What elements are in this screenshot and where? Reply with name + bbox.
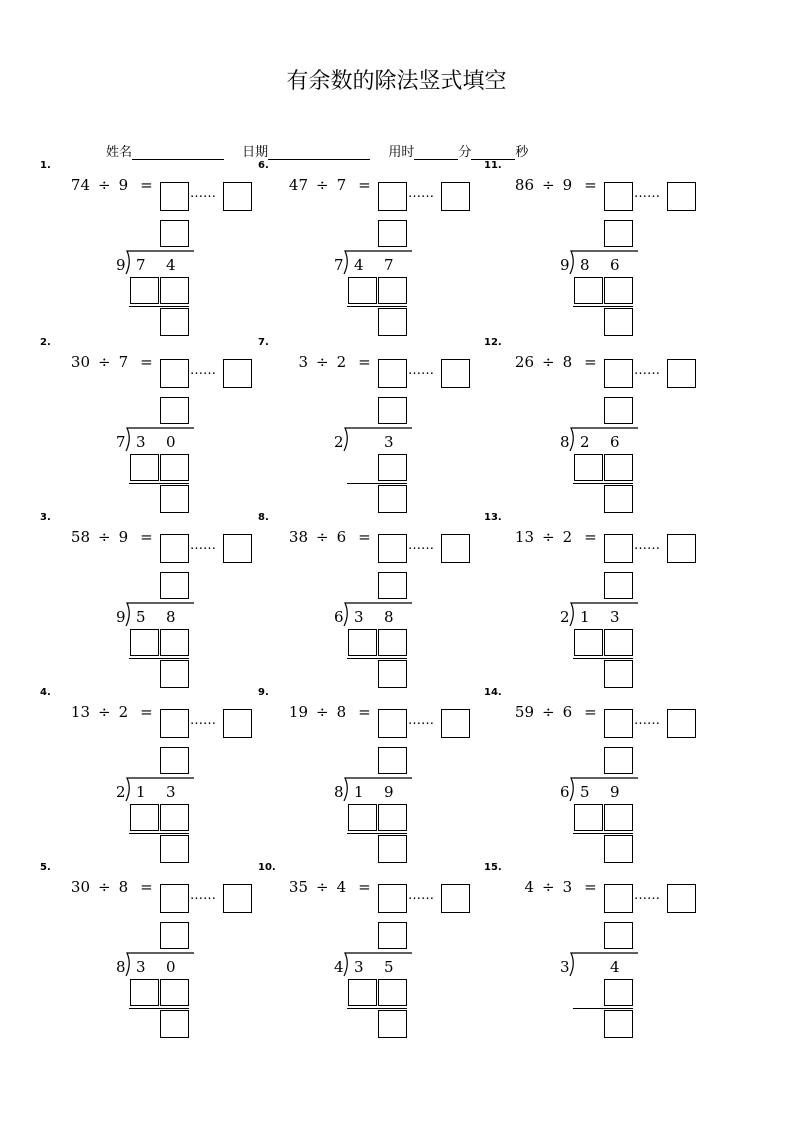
remainder-dots: …… bbox=[408, 888, 434, 903]
product-ones-box[interactable] bbox=[378, 277, 407, 304]
remainder-result-box[interactable] bbox=[604, 835, 633, 863]
remainder-dots: …… bbox=[408, 186, 434, 201]
remainder-dots: …… bbox=[634, 186, 660, 201]
problem-number: 9. bbox=[258, 687, 269, 698]
remainder-box[interactable] bbox=[667, 359, 696, 388]
equals-sign: = bbox=[358, 878, 371, 896]
product-ones-box[interactable] bbox=[160, 454, 189, 481]
product-ones-box[interactable] bbox=[604, 804, 633, 831]
equation-dividend: 38 bbox=[288, 528, 308, 546]
equals-sign: = bbox=[140, 353, 153, 371]
divide-sign: ÷ bbox=[316, 703, 329, 721]
problem-9 bbox=[258, 687, 488, 857]
dividend-tens-digit: 8 bbox=[580, 256, 590, 274]
product-tens-box[interactable] bbox=[130, 629, 159, 656]
problem-number: 10. bbox=[258, 862, 276, 873]
subtraction-line bbox=[573, 306, 633, 307]
product-tens-box[interactable] bbox=[574, 454, 603, 481]
equals-sign: = bbox=[140, 878, 153, 896]
equation-dividend: 26 bbox=[514, 353, 534, 371]
vertical-quotient-box[interactable] bbox=[160, 397, 189, 424]
product-ones-box[interactable] bbox=[160, 277, 189, 304]
vertical-quotient-box[interactable] bbox=[604, 747, 633, 774]
product-ones-box[interactable] bbox=[378, 629, 407, 656]
dividend-ones-digit: 6 bbox=[610, 256, 620, 274]
product-ones-box[interactable] bbox=[160, 629, 189, 656]
subtraction-line bbox=[347, 483, 407, 484]
product-tens-box[interactable] bbox=[574, 804, 603, 831]
remainder-result-box[interactable] bbox=[604, 308, 633, 336]
vertical-quotient-box[interactable] bbox=[160, 572, 189, 599]
problem-6 bbox=[258, 160, 488, 330]
equation-dividend: 13 bbox=[70, 703, 90, 721]
equals-sign: = bbox=[140, 528, 153, 546]
divide-sign: ÷ bbox=[98, 703, 111, 721]
dividend-ones-digit: 8 bbox=[166, 608, 176, 626]
quotient-box[interactable] bbox=[604, 709, 633, 738]
quotient-box[interactable] bbox=[604, 534, 633, 563]
dividend-ones-digit: 5 bbox=[384, 958, 394, 976]
subtraction-line bbox=[347, 658, 407, 659]
remainder-result-box[interactable] bbox=[604, 485, 633, 513]
name-label: 姓名 bbox=[106, 145, 133, 160]
remainder-result-box[interactable] bbox=[378, 485, 407, 513]
vertical-quotient-box[interactable] bbox=[160, 220, 189, 247]
equation-dividend: 74 bbox=[70, 176, 90, 194]
equals-sign: = bbox=[140, 703, 153, 721]
remainder-box[interactable] bbox=[223, 884, 252, 913]
division-bracket bbox=[568, 427, 640, 453]
equation bbox=[64, 353, 153, 371]
remainder-dots: …… bbox=[634, 713, 660, 728]
remainder-dots: …… bbox=[634, 888, 660, 903]
remainder-dots: …… bbox=[190, 538, 216, 553]
vertical-quotient-box[interactable] bbox=[604, 922, 633, 949]
minutes-field[interactable] bbox=[414, 145, 458, 160]
equation bbox=[508, 878, 597, 896]
quotient-box[interactable] bbox=[160, 534, 189, 563]
division-bracket bbox=[342, 777, 414, 803]
remainder-dots: …… bbox=[190, 186, 216, 201]
remainder-result-box[interactable] bbox=[160, 835, 189, 863]
equation bbox=[508, 176, 597, 194]
remainder-dots: …… bbox=[408, 363, 434, 378]
dividend-tens-digit: 3 bbox=[136, 433, 146, 451]
dividend-ones-digit: 4 bbox=[166, 256, 176, 274]
vertical-divisor: 8 bbox=[334, 783, 344, 801]
vertical-divisor: 9 bbox=[116, 608, 126, 626]
dividend-tens-digit: 1 bbox=[136, 783, 146, 801]
equals-sign: = bbox=[358, 353, 371, 371]
problem-2 bbox=[40, 337, 270, 507]
equation bbox=[64, 878, 153, 896]
problem-12 bbox=[484, 337, 714, 507]
divide-sign: ÷ bbox=[316, 176, 329, 194]
subtraction-line bbox=[347, 1008, 407, 1009]
name-field[interactable] bbox=[132, 145, 224, 160]
problem-number: 11. bbox=[484, 160, 502, 171]
division-bracket bbox=[342, 952, 414, 978]
vertical-divisor: 2 bbox=[334, 433, 344, 451]
subtraction-line bbox=[347, 306, 407, 307]
time-label: 用时 bbox=[388, 145, 415, 160]
subtraction-line bbox=[573, 483, 633, 484]
vertical-divisor: 4 bbox=[334, 958, 344, 976]
quotient-box[interactable] bbox=[378, 182, 407, 211]
division-bracket bbox=[124, 952, 196, 978]
remainder-result-box[interactable] bbox=[604, 660, 633, 688]
divide-sign: ÷ bbox=[316, 353, 329, 371]
vertical-divisor: 2 bbox=[116, 783, 126, 801]
problem-4 bbox=[40, 687, 270, 857]
equation-divisor: 2 bbox=[118, 703, 129, 721]
division-bracket bbox=[568, 777, 640, 803]
subtraction-line bbox=[129, 658, 189, 659]
product-ones-box[interactable] bbox=[160, 979, 189, 1006]
equation bbox=[282, 353, 371, 371]
student-info-row bbox=[106, 141, 528, 160]
quotient-box[interactable] bbox=[604, 182, 633, 211]
equation bbox=[508, 528, 597, 546]
problem-number: 15. bbox=[484, 862, 502, 873]
dividend-ones-digit: 3 bbox=[166, 783, 176, 801]
vertical-divisor: 7 bbox=[334, 256, 344, 274]
equation bbox=[282, 176, 371, 194]
remainder-dots: …… bbox=[190, 363, 216, 378]
subtraction-line bbox=[347, 833, 407, 834]
division-bracket bbox=[124, 250, 196, 276]
dividend-ones-digit: 0 bbox=[166, 958, 176, 976]
quotient-box[interactable] bbox=[160, 359, 189, 388]
dividend-ones-digit: 9 bbox=[384, 783, 394, 801]
remainder-box[interactable] bbox=[223, 359, 252, 388]
equation-dividend: 30 bbox=[70, 353, 90, 371]
division-bracket bbox=[568, 952, 640, 978]
dividend-ones-digit: 3 bbox=[610, 608, 620, 626]
equation bbox=[282, 703, 371, 721]
vertical-quotient-box[interactable] bbox=[378, 922, 407, 949]
product-ones-box[interactable] bbox=[604, 629, 633, 656]
divide-sign: ÷ bbox=[316, 878, 329, 896]
equation-divisor: 9 bbox=[118, 528, 129, 546]
date-label: 日期 bbox=[242, 145, 269, 160]
vertical-quotient-box[interactable] bbox=[378, 572, 407, 599]
dividend-ones-digit: 7 bbox=[384, 256, 394, 274]
equation-dividend: 13 bbox=[514, 528, 534, 546]
vertical-quotient-box[interactable] bbox=[378, 220, 407, 247]
divide-sign: ÷ bbox=[542, 528, 555, 546]
equation-divisor: 8 bbox=[336, 703, 347, 721]
product-ones-box[interactable] bbox=[378, 454, 407, 481]
problem-number: 7. bbox=[258, 337, 269, 348]
seconds-field[interactable] bbox=[471, 145, 515, 160]
divide-sign: ÷ bbox=[542, 353, 555, 371]
subtraction-line bbox=[129, 833, 189, 834]
vertical-divisor: 6 bbox=[334, 608, 344, 626]
vertical-divisor: 7 bbox=[116, 433, 126, 451]
product-ones-box[interactable] bbox=[378, 804, 407, 831]
subtraction-line bbox=[573, 658, 633, 659]
problem-3 bbox=[40, 512, 270, 682]
equation bbox=[64, 528, 153, 546]
divide-sign: ÷ bbox=[316, 528, 329, 546]
divide-sign: ÷ bbox=[98, 176, 111, 194]
vertical-quotient-box[interactable] bbox=[378, 747, 407, 774]
problem-number: 13. bbox=[484, 512, 502, 523]
divide-sign: ÷ bbox=[542, 176, 555, 194]
remainder-result-box[interactable] bbox=[160, 308, 189, 336]
problem-1 bbox=[40, 160, 270, 330]
problem-7 bbox=[258, 337, 488, 507]
product-ones-box[interactable] bbox=[378, 979, 407, 1006]
dividend-tens-digit: 1 bbox=[354, 783, 364, 801]
dividend-tens-digit: 7 bbox=[136, 256, 146, 274]
problem-number: 14. bbox=[484, 687, 502, 698]
equation-dividend: 3 bbox=[298, 353, 308, 371]
dividend-ones-digit: 0 bbox=[166, 433, 176, 451]
quotient-box[interactable] bbox=[378, 359, 407, 388]
problem-8 bbox=[258, 512, 488, 682]
date-field[interactable] bbox=[268, 145, 370, 160]
remainder-result-box[interactable] bbox=[604, 1010, 633, 1038]
subtraction-line bbox=[129, 1008, 189, 1009]
remainder-box[interactable] bbox=[667, 534, 696, 563]
dividend-tens-digit: 5 bbox=[136, 608, 146, 626]
product-tens-box[interactable] bbox=[348, 979, 377, 1006]
equation-dividend: 35 bbox=[288, 878, 308, 896]
equation-divisor: 9 bbox=[118, 176, 129, 194]
vertical-quotient-box[interactable] bbox=[160, 747, 189, 774]
remainder-box[interactable] bbox=[223, 182, 252, 211]
subtraction-line bbox=[129, 306, 189, 307]
equals-sign: = bbox=[584, 353, 597, 371]
vertical-quotient-box[interactable] bbox=[604, 397, 633, 424]
product-tens-box[interactable] bbox=[348, 277, 377, 304]
remainder-box[interactable] bbox=[667, 884, 696, 913]
equation-dividend: 19 bbox=[288, 703, 308, 721]
remainder-dots: …… bbox=[190, 713, 216, 728]
product-tens-box[interactable] bbox=[574, 629, 603, 656]
product-tens-box[interactable] bbox=[130, 277, 159, 304]
product-ones-box[interactable] bbox=[604, 454, 633, 481]
remainder-result-box[interactable] bbox=[378, 1010, 407, 1038]
problem-14 bbox=[484, 687, 714, 857]
product-tens-box[interactable] bbox=[574, 277, 603, 304]
equals-sign: = bbox=[140, 176, 153, 194]
problem-15 bbox=[484, 862, 714, 1032]
vertical-quotient-box[interactable] bbox=[378, 397, 407, 424]
equals-sign: = bbox=[584, 703, 597, 721]
division-bracket bbox=[124, 777, 196, 803]
dividend-ones-digit: 9 bbox=[610, 783, 620, 801]
problem-number: 3. bbox=[40, 512, 51, 523]
divide-sign: ÷ bbox=[542, 878, 555, 896]
problem-5 bbox=[40, 862, 270, 1032]
product-ones-box[interactable] bbox=[604, 979, 633, 1006]
vertical-quotient-box[interactable] bbox=[160, 922, 189, 949]
remainder-dots: …… bbox=[190, 888, 216, 903]
remainder-result-box[interactable] bbox=[378, 660, 407, 688]
remainder-result-box[interactable] bbox=[160, 660, 189, 688]
subtraction-line bbox=[573, 833, 633, 834]
equation-dividend: 58 bbox=[70, 528, 90, 546]
equals-sign: = bbox=[358, 528, 371, 546]
subtraction-line bbox=[573, 1008, 633, 1009]
division-bracket bbox=[124, 602, 196, 628]
remainder-result-box[interactable] bbox=[160, 1010, 189, 1038]
vertical-divisor: 8 bbox=[116, 958, 126, 976]
remainder-box[interactable] bbox=[223, 534, 252, 563]
equation-dividend: 4 bbox=[524, 878, 534, 896]
equation bbox=[64, 703, 153, 721]
equation bbox=[282, 878, 371, 896]
remainder-box[interactable] bbox=[441, 359, 470, 388]
vertical-quotient-box[interactable] bbox=[604, 572, 633, 599]
equals-sign: = bbox=[584, 176, 597, 194]
divide-sign: ÷ bbox=[98, 528, 111, 546]
remainder-dots: …… bbox=[634, 363, 660, 378]
dividend-ones-digit: 4 bbox=[610, 958, 620, 976]
division-bracket bbox=[568, 250, 640, 276]
equation-dividend: 86 bbox=[514, 176, 534, 194]
seconds-label: 秒 bbox=[515, 145, 529, 160]
quotient-box[interactable] bbox=[160, 182, 189, 211]
dividend-tens-digit: 2 bbox=[580, 433, 590, 451]
vertical-divisor: 6 bbox=[560, 783, 570, 801]
vertical-divisor: 2 bbox=[560, 608, 570, 626]
dividend-ones-digit: 3 bbox=[384, 433, 394, 451]
dividend-ones-digit: 8 bbox=[384, 608, 394, 626]
remainder-box[interactable] bbox=[441, 182, 470, 211]
page-title: 有余数的除法竖式填空 bbox=[286, 69, 507, 94]
problem-number: 6. bbox=[258, 160, 269, 171]
remainder-result-box[interactable] bbox=[378, 835, 407, 863]
minutes-label: 分 bbox=[458, 145, 472, 160]
equation-divisor: 4 bbox=[336, 878, 347, 896]
product-ones-box[interactable] bbox=[160, 804, 189, 831]
quotient-box[interactable] bbox=[604, 884, 633, 913]
quotient-box[interactable] bbox=[378, 534, 407, 563]
equation-divisor: 7 bbox=[336, 176, 347, 194]
problem-number: 5. bbox=[40, 862, 51, 873]
dividend-tens-digit: 3 bbox=[136, 958, 146, 976]
division-bracket bbox=[124, 427, 196, 453]
equation-divisor: 2 bbox=[562, 528, 573, 546]
quotient-box[interactable] bbox=[160, 884, 189, 913]
remainder-dots: …… bbox=[408, 538, 434, 553]
divide-sign: ÷ bbox=[542, 703, 555, 721]
quotient-box[interactable] bbox=[604, 359, 633, 388]
equals-sign: = bbox=[584, 528, 597, 546]
equation-divisor: 2 bbox=[336, 353, 347, 371]
dividend-tens-digit: 3 bbox=[354, 958, 364, 976]
equals-sign: = bbox=[358, 176, 371, 194]
dividend-tens-digit: 4 bbox=[354, 256, 364, 274]
product-ones-box[interactable] bbox=[604, 277, 633, 304]
equation-dividend: 47 bbox=[288, 176, 308, 194]
remainder-box[interactable] bbox=[441, 709, 470, 738]
product-tens-box[interactable] bbox=[130, 804, 159, 831]
dividend-tens-digit: 1 bbox=[580, 608, 590, 626]
vertical-divisor: 8 bbox=[560, 433, 570, 451]
vertical-divisor: 9 bbox=[116, 256, 126, 274]
division-bracket bbox=[342, 427, 414, 453]
equation bbox=[508, 353, 597, 371]
dividend-ones-digit: 6 bbox=[610, 433, 620, 451]
equation-divisor: 3 bbox=[562, 878, 573, 896]
equation bbox=[508, 703, 597, 721]
dividend-tens-digit: 5 bbox=[580, 783, 590, 801]
equals-sign: = bbox=[584, 878, 597, 896]
divide-sign: ÷ bbox=[98, 353, 111, 371]
vertical-divisor: 9 bbox=[560, 256, 570, 274]
remainder-box[interactable] bbox=[667, 182, 696, 211]
quotient-box[interactable] bbox=[378, 709, 407, 738]
equation-divisor: 8 bbox=[562, 353, 573, 371]
problem-number: 4. bbox=[40, 687, 51, 698]
vertical-quotient-box[interactable] bbox=[604, 220, 633, 247]
equation-dividend: 30 bbox=[70, 878, 90, 896]
equation-divisor: 6 bbox=[562, 703, 573, 721]
problem-number: 12. bbox=[484, 337, 502, 348]
product-tens-box[interactable] bbox=[348, 804, 377, 831]
remainder-box[interactable] bbox=[441, 884, 470, 913]
problem-number: 2. bbox=[40, 337, 51, 348]
equation-dividend: 59 bbox=[514, 703, 534, 721]
remainder-dots: …… bbox=[634, 538, 660, 553]
problem-13 bbox=[484, 512, 714, 682]
remainder-box[interactable] bbox=[223, 709, 252, 738]
divide-sign: ÷ bbox=[98, 878, 111, 896]
problem-number: 1. bbox=[40, 160, 51, 171]
problem-10 bbox=[258, 862, 488, 1032]
remainder-box[interactable] bbox=[441, 534, 470, 563]
dividend-tens-digit: 3 bbox=[354, 608, 364, 626]
division-bracket bbox=[342, 250, 414, 276]
equation-divisor: 7 bbox=[118, 353, 129, 371]
product-tens-box[interactable] bbox=[130, 979, 159, 1006]
equation-divisor: 6 bbox=[336, 528, 347, 546]
remainder-box[interactable] bbox=[667, 709, 696, 738]
product-tens-box[interactable] bbox=[348, 629, 377, 656]
remainder-dots: …… bbox=[408, 713, 434, 728]
equals-sign: = bbox=[358, 703, 371, 721]
problem-number: 8. bbox=[258, 512, 269, 523]
quotient-box[interactable] bbox=[378, 884, 407, 913]
remainder-result-box[interactable] bbox=[378, 308, 407, 336]
subtraction-line bbox=[129, 483, 189, 484]
quotient-box[interactable] bbox=[160, 709, 189, 738]
problem-11 bbox=[484, 160, 714, 330]
equation bbox=[64, 176, 153, 194]
remainder-result-box[interactable] bbox=[160, 485, 189, 513]
division-bracket bbox=[568, 602, 640, 628]
equation-divisor: 9 bbox=[562, 176, 573, 194]
equation bbox=[282, 528, 371, 546]
division-bracket bbox=[342, 602, 414, 628]
product-tens-box[interactable] bbox=[130, 454, 159, 481]
vertical-divisor: 3 bbox=[560, 958, 570, 976]
equation-divisor: 8 bbox=[118, 878, 129, 896]
